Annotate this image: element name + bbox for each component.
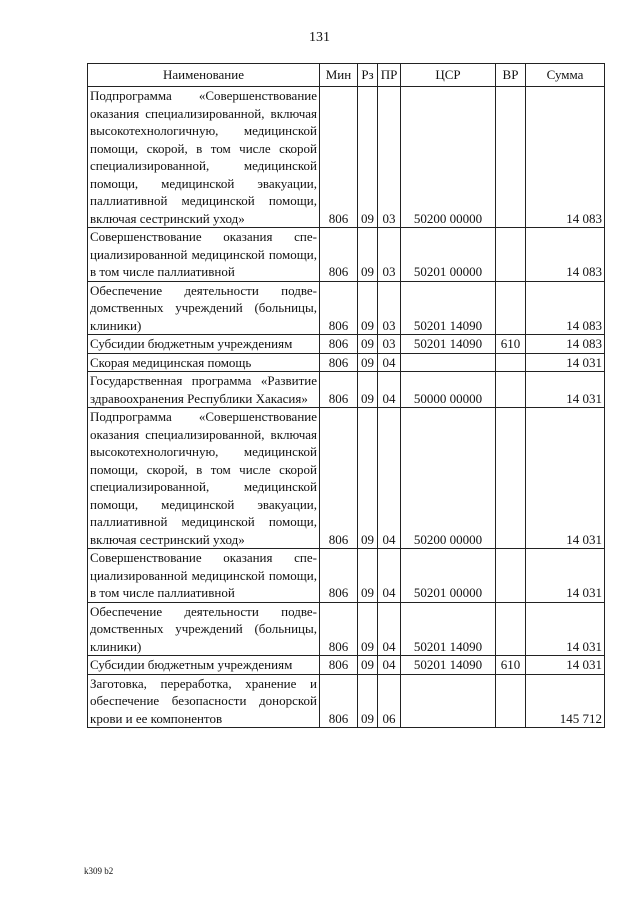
cell-min: 806 bbox=[320, 335, 358, 354]
cell-name: Подпрограмма «Совершенствование оказания специализированной, включая высокотехнологичную, медицинской помощи, скорой, в том числе скорой специализированной, медицинской помощи, медицинской эвакуации, паллиативной медицинской помощи, включая сестринский уход» bbox=[88, 408, 320, 549]
cell-name: Обеспечение деятельности подведомственных учреждений (больницы, клиники) bbox=[88, 281, 320, 335]
table-row bbox=[88, 281, 605, 335]
header-sum: Сумма bbox=[526, 64, 605, 87]
table-row bbox=[88, 602, 605, 656]
cell-rz: 09 bbox=[358, 602, 378, 656]
cell-sum: 14 031 bbox=[526, 372, 605, 408]
cell-vr bbox=[496, 353, 526, 372]
cell-csr: 50201 00000 bbox=[401, 549, 496, 603]
cell-sum: 14 083 bbox=[526, 228, 605, 282]
cell-min: 806 bbox=[320, 87, 358, 228]
cell-csr bbox=[401, 674, 496, 728]
cell-name: Подпрограмма «Совершенствование оказания специализированной, включая высокотехнологичную, медицинской помощи, скорой, в том числе скорой специализированной, медицинской помощи, медицинской эвакуации, паллиативной медицинской помощи, включая сестринский уход» bbox=[88, 87, 320, 228]
cell-sum: 145 712 bbox=[526, 674, 605, 728]
cell-vr bbox=[496, 372, 526, 408]
cell-vr bbox=[496, 87, 526, 228]
cell-csr bbox=[401, 353, 496, 372]
cell-vr bbox=[496, 228, 526, 282]
cell-min: 806 bbox=[320, 549, 358, 603]
cell-csr: 50200 00000 bbox=[401, 87, 496, 228]
cell-rz: 09 bbox=[358, 372, 378, 408]
cell-csr: 50200 00000 bbox=[401, 408, 496, 549]
cell-pr: 04 bbox=[378, 353, 401, 372]
header-rz: Рз bbox=[358, 64, 378, 87]
table-row bbox=[88, 372, 605, 408]
cell-name: Заготовка, переработка, хранение и обеспечение безопасности донорской крови и ее компонентов bbox=[88, 674, 320, 728]
cell-pr: 03 bbox=[378, 335, 401, 354]
table-row bbox=[88, 656, 605, 675]
cell-rz: 09 bbox=[358, 656, 378, 675]
budget-table bbox=[87, 63, 605, 728]
cell-min: 806 bbox=[320, 372, 358, 408]
cell-sum: 14 031 bbox=[526, 549, 605, 603]
cell-name: Субсидии бюджетным учреждениям bbox=[88, 335, 320, 354]
cell-csr: 50201 14090 bbox=[401, 281, 496, 335]
table-row bbox=[88, 87, 605, 228]
cell-sum: 14 083 bbox=[526, 335, 605, 354]
table-row bbox=[88, 549, 605, 603]
cell-pr: 06 bbox=[378, 674, 401, 728]
cell-rz: 09 bbox=[358, 674, 378, 728]
cell-csr: 50201 14090 bbox=[401, 335, 496, 354]
cell-vr bbox=[496, 281, 526, 335]
cell-min: 806 bbox=[320, 674, 358, 728]
header-csr: ЦСР bbox=[401, 64, 496, 87]
cell-vr: 610 bbox=[496, 656, 526, 675]
cell-name: Обеспечение деятельности подведомственных учреждений (больницы, клиники) bbox=[88, 602, 320, 656]
cell-csr: 50201 00000 bbox=[401, 228, 496, 282]
cell-name: Субсидии бюджетным учреждениям bbox=[88, 656, 320, 675]
cell-rz: 09 bbox=[358, 353, 378, 372]
cell-csr: 50201 14090 bbox=[401, 602, 496, 656]
table-row bbox=[88, 674, 605, 728]
cell-pr: 04 bbox=[378, 372, 401, 408]
cell-rz: 09 bbox=[358, 87, 378, 228]
cell-sum: 14 031 bbox=[526, 656, 605, 675]
cell-min: 806 bbox=[320, 353, 358, 372]
cell-sum: 14 031 bbox=[526, 602, 605, 656]
cell-min: 806 bbox=[320, 656, 358, 675]
header-min: Мин bbox=[320, 64, 358, 87]
cell-pr: 03 bbox=[378, 87, 401, 228]
cell-pr: 03 bbox=[378, 228, 401, 282]
cell-pr: 04 bbox=[378, 408, 401, 549]
cell-vr: 610 bbox=[496, 335, 526, 354]
footer-code: k309 b2 bbox=[84, 866, 114, 876]
header-pr: ПР bbox=[378, 64, 401, 87]
cell-rz: 09 bbox=[358, 228, 378, 282]
cell-rz: 09 bbox=[358, 281, 378, 335]
cell-name: Скорая медицинская помощь bbox=[88, 353, 320, 372]
table-header-row bbox=[88, 64, 605, 87]
table-row bbox=[88, 335, 605, 354]
cell-rz: 09 bbox=[358, 335, 378, 354]
cell-sum: 14 031 bbox=[526, 408, 605, 549]
cell-sum: 14 083 bbox=[526, 281, 605, 335]
cell-min: 806 bbox=[320, 281, 358, 335]
cell-vr bbox=[496, 408, 526, 549]
table-row bbox=[88, 408, 605, 549]
cell-min: 806 bbox=[320, 602, 358, 656]
cell-vr bbox=[496, 674, 526, 728]
header-name: Наименование bbox=[88, 64, 320, 87]
cell-rz: 09 bbox=[358, 408, 378, 549]
cell-vr bbox=[496, 549, 526, 603]
cell-pr: 04 bbox=[378, 549, 401, 603]
header-vr: ВР bbox=[496, 64, 526, 87]
page-number: 131 bbox=[309, 30, 330, 45]
cell-min: 806 bbox=[320, 408, 358, 549]
cell-sum: 14 031 bbox=[526, 353, 605, 372]
cell-name: Совершенствование оказания специализированной медицинской помощи, в том числе паллиативной bbox=[88, 228, 320, 282]
cell-name: Совершенствование оказания специализированной медицинской помощи, в том числе паллиативной bbox=[88, 549, 320, 603]
cell-name: Государственная программа «Развитие здравоохранения Республики Хакасия» bbox=[88, 372, 320, 408]
cell-csr: 50000 00000 bbox=[401, 372, 496, 408]
cell-pr: 04 bbox=[378, 602, 401, 656]
table-row bbox=[88, 353, 605, 372]
table-row bbox=[88, 228, 605, 282]
cell-rz: 09 bbox=[358, 549, 378, 603]
cell-min: 806 bbox=[320, 228, 358, 282]
cell-csr: 50201 14090 bbox=[401, 656, 496, 675]
cell-vr bbox=[496, 602, 526, 656]
cell-sum: 14 083 bbox=[526, 87, 605, 228]
cell-pr: 04 bbox=[378, 656, 401, 675]
cell-pr: 03 bbox=[378, 281, 401, 335]
